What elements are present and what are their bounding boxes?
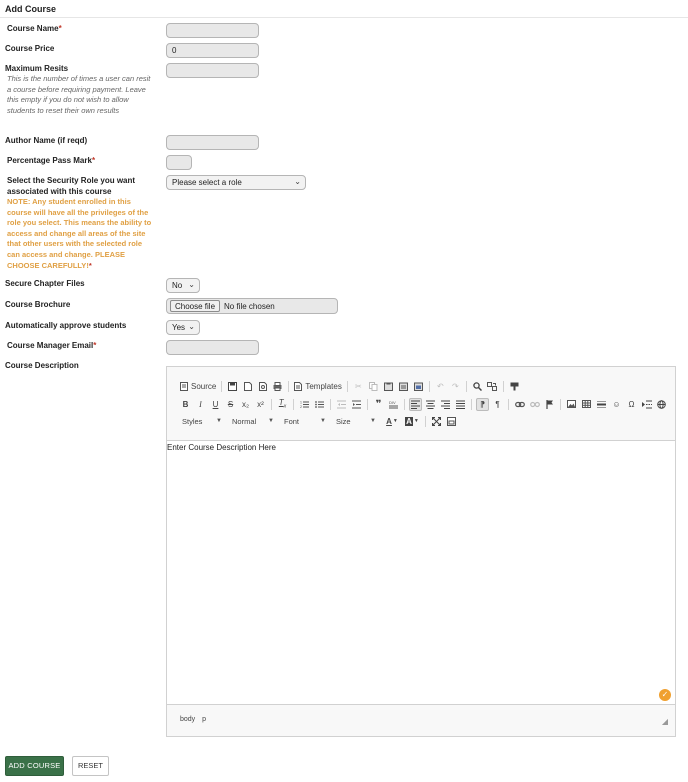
link-button[interactable] xyxy=(513,398,526,411)
undo-button[interactable] xyxy=(434,380,447,393)
link-icon xyxy=(515,401,525,408)
div-icon xyxy=(389,400,398,409)
manager-email-input[interactable] xyxy=(166,340,259,355)
blockquote-icon: ❞ xyxy=(375,398,382,410)
secure-files-select-value: No xyxy=(172,281,183,290)
toolbar-row-1 xyxy=(179,379,523,393)
new-page-icon xyxy=(244,382,252,391)
anchor-button[interactable] xyxy=(543,398,556,411)
toolbar-separator xyxy=(330,399,331,410)
paste-button[interactable] xyxy=(382,380,395,393)
auto-approve-select-value: Yes xyxy=(172,323,186,332)
paste-word-icon xyxy=(414,382,423,391)
numbered-list-button[interactable] xyxy=(298,398,311,411)
format-combo-label: Normal xyxy=(232,416,257,426)
align-right-button[interactable] xyxy=(439,398,452,411)
toolbar-separator xyxy=(293,399,294,410)
align-center-icon xyxy=(426,400,435,409)
flag-icon xyxy=(546,400,554,409)
find-button[interactable] xyxy=(471,380,484,393)
table-button[interactable] xyxy=(580,398,593,411)
toolbar-separator xyxy=(221,381,222,392)
table-icon xyxy=(582,400,591,408)
security-role-note xyxy=(7,197,152,271)
caret-down-icon: ▼ xyxy=(320,418,326,424)
security-role-select[interactable] xyxy=(166,175,306,190)
format-brush-icon xyxy=(510,382,519,391)
bold-icon: B xyxy=(182,399,189,409)
toolbar-separator xyxy=(347,381,348,392)
source-label: Source xyxy=(191,381,217,391)
security-role-note-emphasis: PLEASE CHOOSE CAREFULLY! xyxy=(7,249,125,270)
page-break-icon xyxy=(642,400,652,409)
superscript-icon: x² xyxy=(257,399,264,409)
paste-text-button[interactable] xyxy=(397,380,410,393)
svg-text:1: 1 xyxy=(300,400,302,404)
course-price-input[interactable] xyxy=(166,43,259,58)
smiley-icon: ☺ xyxy=(612,399,621,409)
indent-button[interactable] xyxy=(350,398,363,411)
chevron-down-icon: ⌄ xyxy=(188,322,195,331)
secure-files-label: Secure Chapter Files xyxy=(5,279,85,288)
cut-button[interactable] xyxy=(352,380,365,393)
horizontal-line-icon xyxy=(597,400,606,409)
course-name-label xyxy=(7,23,62,34)
svg-text:2: 2 xyxy=(300,404,302,409)
superscript-button[interactable] xyxy=(254,398,267,411)
templates-button[interactable] xyxy=(293,380,342,393)
templates-icon xyxy=(294,382,302,391)
cut-icon: ✂ xyxy=(354,381,362,391)
align-left-button[interactable] xyxy=(409,398,422,411)
align-right-icon xyxy=(441,400,450,409)
save-button[interactable] xyxy=(226,380,239,393)
strike-button[interactable] xyxy=(224,398,237,411)
outdent-icon xyxy=(337,400,346,409)
pass-mark-label-text: Percentage Pass Mark xyxy=(7,156,92,165)
text-direction-rtl-icon: ¶ xyxy=(495,399,500,409)
secure-files-select[interactable] xyxy=(166,278,200,293)
unlink-icon xyxy=(530,401,540,408)
maximize-button[interactable] xyxy=(430,415,443,428)
add-course-button[interactable]: ADD COURSE xyxy=(5,756,64,776)
styles-combo[interactable] xyxy=(179,415,225,428)
source-icon xyxy=(180,382,188,391)
font-combo-label: Font xyxy=(284,416,300,426)
rtl-button[interactable] xyxy=(491,398,504,411)
file-status: No file chosen xyxy=(224,302,275,311)
security-role-label: Select the Security Role you want associated with this course xyxy=(7,176,136,196)
background-color-icon: A xyxy=(406,416,412,426)
toolbar-separator xyxy=(288,381,289,392)
justify-button[interactable] xyxy=(454,398,467,411)
templates-label: Templates xyxy=(305,381,342,391)
font-combo[interactable] xyxy=(281,415,329,428)
copy-button[interactable] xyxy=(367,380,380,393)
image-icon xyxy=(567,400,576,408)
course-name-input[interactable] xyxy=(166,23,259,38)
unlink-button[interactable] xyxy=(528,398,541,411)
text-color-button[interactable] xyxy=(383,415,401,428)
save-icon xyxy=(228,382,237,391)
styles-combo-label: Styles xyxy=(182,416,203,426)
course-brochure-file-input[interactable] xyxy=(166,298,338,314)
toolbar-separator xyxy=(367,399,368,410)
course-brochure-label: Course Brochure xyxy=(5,300,71,309)
manager-email-label-text: Course Manager Email xyxy=(7,341,94,350)
paste-word-button[interactable] xyxy=(412,380,425,393)
undo-icon: ↶ xyxy=(436,381,444,391)
author-name-label: Author Name (if reqd) xyxy=(5,136,88,145)
editor-content-area[interactable]: Enter Course Description Here xyxy=(167,443,276,452)
page-title: Add Course xyxy=(5,4,57,14)
copy-formatting-button[interactable] xyxy=(508,380,521,393)
path-item-p[interactable]: p xyxy=(202,716,207,723)
outdent-button[interactable] xyxy=(335,398,348,411)
redo-icon: ↷ xyxy=(451,381,459,391)
search-icon xyxy=(473,382,482,391)
subscript-button[interactable] xyxy=(239,398,252,411)
subscript-icon: x₂ xyxy=(241,399,250,409)
replace-button[interactable] xyxy=(486,380,499,393)
course-name-label-text: Course Name xyxy=(7,24,59,33)
bulleted-list-button[interactable] xyxy=(313,398,326,411)
div-container-button[interactable] xyxy=(387,398,400,411)
strikethrough-icon: S xyxy=(227,399,234,409)
paste-icon xyxy=(384,382,393,391)
editor-status-bar xyxy=(167,704,675,736)
print-button[interactable] xyxy=(271,380,284,393)
indent-icon xyxy=(352,400,361,409)
svg-text:DIV: DIV xyxy=(389,399,396,405)
redo-button[interactable] xyxy=(449,380,462,393)
source-button[interactable] xyxy=(179,380,217,393)
caret-down-icon: ▼ xyxy=(370,418,376,424)
special-char-button[interactable] xyxy=(625,398,638,411)
course-description-label: Course Description xyxy=(5,361,79,370)
toolbar-separator xyxy=(271,399,272,410)
text-color-icon: A xyxy=(386,416,392,426)
toolbar-separator xyxy=(508,399,509,410)
replace-icon xyxy=(487,382,497,391)
reset-button[interactable]: RESET xyxy=(72,756,109,776)
auto-approve-label: Automatically approve students xyxy=(5,321,127,330)
maximize-icon xyxy=(432,417,441,426)
pass-mark-label xyxy=(7,155,95,166)
toolbar-separator xyxy=(471,399,472,410)
underline-button[interactable] xyxy=(209,398,222,411)
preview-button[interactable] xyxy=(256,380,269,393)
preview-icon xyxy=(259,382,267,391)
toolbar-separator xyxy=(404,399,405,410)
checkmark-badge-icon[interactable]: ✓ xyxy=(659,689,671,701)
auto-approve-select[interactable] xyxy=(166,320,200,335)
background-color-button[interactable] xyxy=(403,415,421,428)
underline-icon: U xyxy=(212,399,219,409)
caret-down-icon: ▼ xyxy=(392,418,398,424)
paste-text-icon xyxy=(399,382,408,391)
required-marker: * xyxy=(91,156,96,165)
image-button[interactable] xyxy=(565,398,578,411)
toolbar-row-2 xyxy=(179,397,670,411)
chevron-down-icon: ⌄ xyxy=(294,177,301,186)
toolbar-separator xyxy=(560,399,561,410)
caret-down-icon: ▼ xyxy=(216,418,222,424)
blockquote-button[interactable] xyxy=(372,398,385,411)
iframe-button[interactable] xyxy=(655,398,668,411)
pass-mark-input[interactable] xyxy=(166,155,192,170)
author-name-input[interactable] xyxy=(166,135,259,150)
caret-down-icon: ▼ xyxy=(268,418,274,424)
resize-handle-icon[interactable]: ◢ xyxy=(661,717,668,726)
remove-format-icon: $T_x$ xyxy=(278,398,287,410)
size-combo[interactable] xyxy=(333,415,379,428)
toolbar-separator xyxy=(429,381,430,392)
numbered-list-icon xyxy=(300,400,309,409)
choose-file-button[interactable]: Choose file xyxy=(170,300,220,312)
align-center-button[interactable] xyxy=(424,398,437,411)
required-marker: * xyxy=(93,341,97,350)
toolbar-separator xyxy=(425,416,426,427)
rich-text-editor xyxy=(166,366,676,737)
italic-icon: I xyxy=(199,399,202,409)
new-page-button[interactable] xyxy=(241,380,254,393)
text-direction-ltr-icon: ⁋ xyxy=(479,399,486,409)
copy-icon xyxy=(369,382,378,391)
chevron-down-icon: ⌄ xyxy=(188,280,195,289)
caret-down-icon: ▼ xyxy=(413,418,419,424)
required-marker: * xyxy=(88,260,92,270)
format-combo[interactable] xyxy=(229,415,277,428)
bulleted-list-icon xyxy=(315,400,324,409)
manager-email-label xyxy=(7,340,96,351)
remove-format-button[interactable] xyxy=(276,398,289,411)
toolbar-row-3 xyxy=(179,414,460,428)
max-resits-label: Maximum Resits xyxy=(5,64,69,73)
title-divider xyxy=(0,17,688,18)
required-marker: * xyxy=(58,24,62,33)
print-icon xyxy=(273,382,282,391)
justify-icon xyxy=(456,400,465,409)
toolbar-separator xyxy=(466,381,467,392)
smiley-button[interactable] xyxy=(610,398,623,411)
show-blocks-button[interactable] xyxy=(445,415,458,428)
toolbar-separator xyxy=(503,381,504,392)
align-left-icon xyxy=(411,400,420,409)
bold-button[interactable] xyxy=(179,398,192,411)
course-price-label: Course Price xyxy=(5,44,55,53)
size-combo-label: Size xyxy=(336,416,351,426)
globe-icon xyxy=(657,400,666,409)
max-resits-help: This is the number of times a user can resit a course before requiring payment. Leave this empty if you do not wish to allow students to reset their own results xyxy=(7,74,151,115)
element-path xyxy=(180,716,211,723)
page-break-button[interactable] xyxy=(640,398,653,411)
max-resits-input[interactable] xyxy=(166,63,259,78)
horizontal-rule-button[interactable] xyxy=(595,398,608,411)
path-item-body[interactable]: body xyxy=(180,716,196,723)
ltr-button[interactable] xyxy=(476,398,489,411)
omega-icon: Ω xyxy=(628,399,635,409)
security-role-note-text: NOTE: Any student enrolled in this course will have all the privileges of the role you select. This means the ability to access and change all areas of the site that other users with the selected role can access and change. xyxy=(7,197,152,259)
security-role-select-value: Please select a role xyxy=(172,178,242,187)
italic-button[interactable] xyxy=(194,398,207,411)
editor-toolbar xyxy=(167,367,675,441)
show-blocks-icon xyxy=(447,417,456,426)
